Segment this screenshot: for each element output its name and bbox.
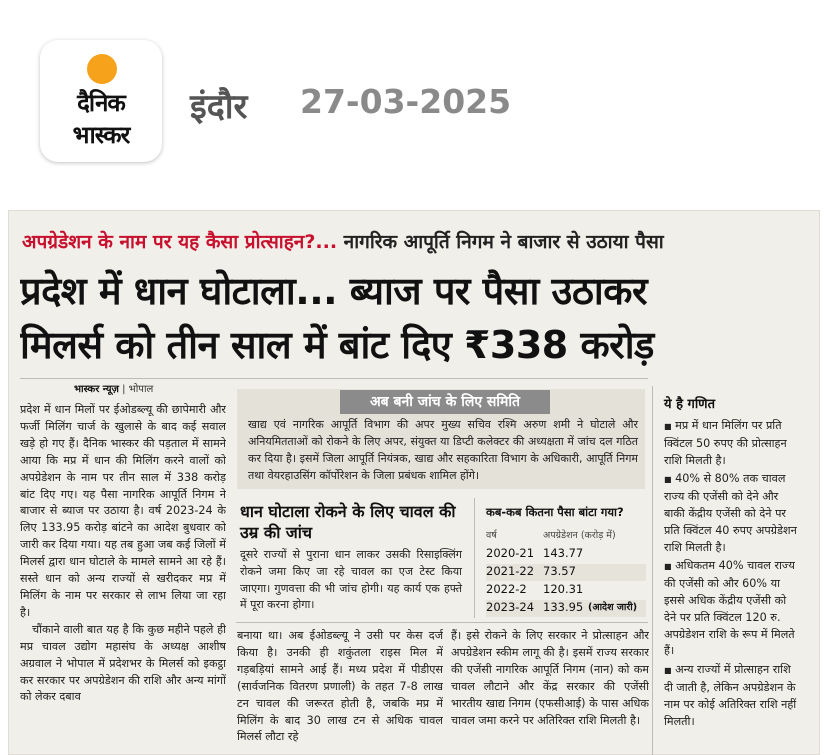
sidebar-list bbox=[664, 418, 798, 732]
committee-box-title: अब बनी जांच के लिए समिति bbox=[340, 390, 550, 414]
body-paragraph: चौंकाने वाली बात यह है कि कुछ महीने पहले ही मप्र चावल उद्योग महासंघ के अध्यक्ष आशीष अग्रवाल ने भोपाल में प्रदेशभर के मिलर्स को इकट्ठा कर सरकार पर अपग्रेडेशन की राशि और अन्य मांगों को लेकर दबाव bbox=[20, 622, 226, 704]
column-1 bbox=[20, 402, 226, 750]
divider bbox=[236, 622, 648, 623]
list-item bbox=[664, 471, 798, 556]
byline-place: | भोपाल bbox=[118, 384, 154, 395]
logo-line-2: भास्कर bbox=[72, 121, 130, 149]
table-cell-year: 2021-22 bbox=[486, 564, 535, 578]
body-paragraph: प्रदेश में धान मिलों पर ईओडब्ल्यू की छापेमारी और फर्जी मिलिंग चार्ज के खुलासे के बाद कई सवाल खड़े हो गए हैं। दैनिक भास्कर की पड़ताल में सामने आया कि मप्र में धान की मिलिंग करने वालों को अपग्रेडेशन के नाम पर तीन साल में 338 करोड़ बांट दिए गए। यह पैसा नागरिक आपूर्ति निगम ने बाजार से ब्याज पर उठाया है। वर्ष 2023-24 के लिए 133.95 करोड़ बांटने का आदेश बुधवार को जारी कर दिया गया। यह तब हुआ जब कई जिलों में मिलर्स द्वारा धान घोटाले के मामले सामने आ रहे हैं। सस्ते धान को अन्य राज्यों से खरीदकर मप्र में मिलिंग के नाम पर सरकार से लाभ लिया जा रहा है। bbox=[20, 403, 226, 619]
edition-date: 27-03-2025 bbox=[300, 82, 512, 121]
bullet-icon: ■ bbox=[664, 562, 672, 572]
committee-box-text: खाद्य एवं नागरिक आपूर्ति विभाग की अपर मुख्य सचिव रश्मि अरुण शमी ने घोटाले और अनियमितताओं को रोकने के लिए अपर, संयुक्त या डिप्टी कलेक्टर की अध्यक्षता में जांच दल गठित कर दिया है। इसमें जिला आपूर्ति नियंत्रक, खाद्य और सहकारिता विभाग के अधिकारी, आपूर्ति निगम तथा वेयरहाउसिंग कॉर्पोरेशन के जिला प्रबंधक शामिल होंगे। bbox=[248, 418, 638, 482]
article-kicker bbox=[22, 228, 812, 258]
list-item bbox=[664, 418, 798, 469]
table-cell-note: (आदेश जारी) bbox=[588, 602, 638, 613]
table-row bbox=[486, 582, 646, 599]
list-item bbox=[664, 662, 798, 730]
column-3 bbox=[451, 628, 649, 750]
logo-line-1: दैनिक bbox=[77, 89, 125, 117]
dainik-bhaskar-logo[interactable] bbox=[40, 40, 162, 162]
table-row bbox=[486, 564, 646, 581]
table-cell-year: 2022-2 bbox=[486, 582, 527, 596]
table-cell-year: 2020-21 bbox=[486, 546, 535, 560]
list-item bbox=[664, 558, 798, 660]
app-header bbox=[0, 0, 826, 200]
kicker-question: अपग्रेडेशन के नाम पर यह कैसा प्रोत्साहन?... bbox=[22, 231, 338, 253]
table-cell-amount: 73.57 bbox=[543, 564, 576, 578]
sun-icon bbox=[87, 54, 117, 84]
list-item-text: 40% से 80% तक चावल राज्य की एजेंसी को देने और बाकी केंद्रीय एजेंसी को देने पर प्रति क्विंटल 40 रुपए अपग्रेडेशन राशि मिलती है। bbox=[664, 472, 797, 554]
subheading: धान घोटाला रोकने के लिए चावल की उम्र की जांच bbox=[240, 502, 456, 542]
table-header-amount: अपग्रेडेशन (करोड़ में) bbox=[543, 530, 616, 541]
byline-agency: भास्कर न्यूज़ bbox=[74, 384, 119, 395]
table-row bbox=[486, 546, 646, 563]
list-item-text: अधिकतम 40% चावल राज्य की एजेंसी को और 60% या इससे अधिक केंद्रीय एजेंसी को देने पर प्रति क्विंटल 120 रु. अपग्रेडेशन राशि के रूप में मिलते हैं। bbox=[664, 559, 795, 658]
bullet-icon: ■ bbox=[664, 666, 672, 676]
bullet-icon: ■ bbox=[664, 422, 672, 431]
divider bbox=[474, 498, 475, 618]
headline-line-1: प्रदेश में धान घोटाला... ब्याज पर पैसा उठाकर bbox=[20, 269, 647, 313]
table-cell-amount: 133.95 bbox=[543, 600, 584, 614]
list-item-text: अन्य राज्यों में प्रोत्साहन राशि दी जाती है, लेकिन अपग्रेडेशन के नाम पर कोई अतिरिक्त राशि नहीं मिलती। bbox=[664, 663, 797, 728]
bullet-icon: ■ bbox=[664, 475, 672, 485]
body-paragraph: हैं। इसे रोकने के लिए सरकार ने प्रोत्साहन और अपग्रेडेशन स्कीम लागू की है। इसमें राज्य सरकार की एजेंसी नागरिक आपूर्ति निगम (नान) को कम चावल लौटाने और केंद्र सरकार की एजेंसी भारतीय खाद्य निगम (एफसीआई) के पास अधिक चावल जमा करने पर अतिरिक्त राशि मिलती है। bbox=[451, 629, 649, 727]
subheading-text: दूसरे राज्यों से पुराना धान लाकर उसकी रिसाइक्लिंग रोकने जमा किए जा रहे चावल का एज टेस्ट किया जाएगा। गुणवत्ता की भी जांच होगी। यह कार्य एक हफ्ते में पूरा करना होगा। bbox=[240, 548, 462, 612]
edition-city: इंदौर bbox=[190, 87, 248, 127]
table-cell-amount: 120.31 bbox=[543, 582, 584, 596]
divider bbox=[20, 378, 648, 379]
sidebar-title: ये है गणित bbox=[664, 397, 715, 412]
table-header-year: वर्ष bbox=[486, 530, 497, 541]
column-divider bbox=[652, 386, 653, 755]
kicker-statement: नागरिक आपूर्ति निगम ने बाजार से उठाया पैसा bbox=[337, 231, 664, 253]
byline bbox=[74, 381, 153, 395]
table-cell-amount: 143.77 bbox=[543, 546, 584, 560]
column-2 bbox=[237, 628, 443, 750]
headline-line-2: मिलर्स को तीन साल में बांट दिए ₹338 करोड़ bbox=[20, 323, 654, 367]
table-title: कब-कब कितना पैसा बांटा गया? bbox=[486, 505, 624, 519]
table-cell-year: 2023-24 bbox=[486, 600, 535, 614]
table-row bbox=[486, 600, 646, 617]
list-item-text: मप्र में धान मिलिंग पर प्रति क्विंटल 50 रुपए की प्रोत्साहन राशि मिलती है। bbox=[664, 419, 787, 467]
body-paragraph: बनाया था। अब ईओडब्ल्यू ने उसी पर केस दर्ज किया है। उनकी ही शकुंतला राइस मिल में गड़बड़ियां सामने आई हैं। मध्य प्रदेश में पीडीएस (सार्वजनिक वितरण प्रणाली) के तहत 7-8 लाख टन चावल की जरूरत होती है, जबकि मप्र में मिलिंग के बाद 30 लाख टन से अधिक चावल मिलर्स लौटा रहे bbox=[237, 629, 443, 744]
